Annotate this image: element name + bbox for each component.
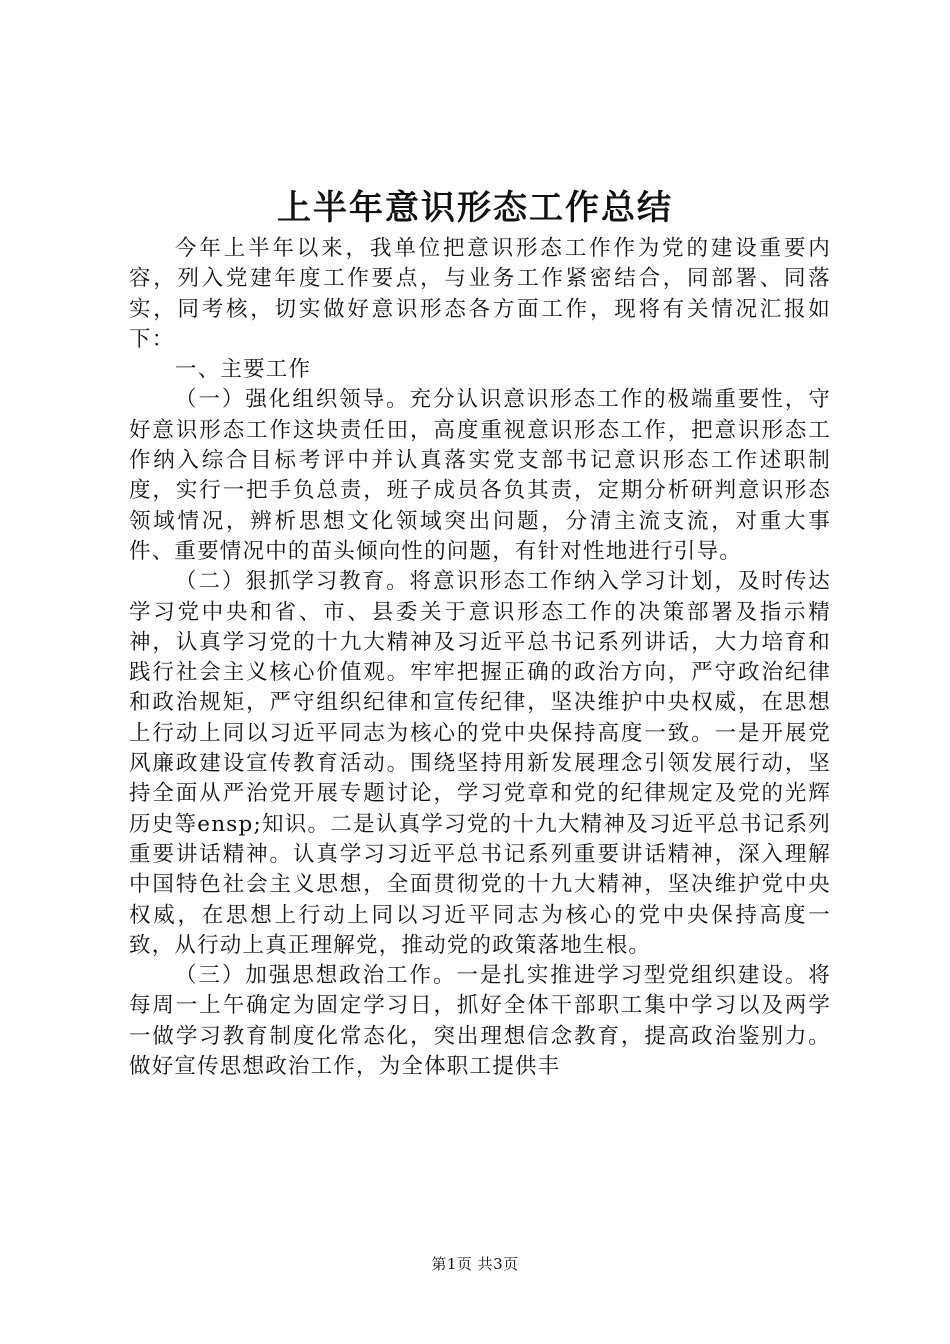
paragraph-ideological-political-work: （三）加强思想政治工作。一是扎实推进学习型党组织建设。将每周一上午确定为固定学习日，抓好全体干部职工集中学习以及两学一做学习教育制度化常态化，突出理想信念教育，提高政治鉴别力。做好宣传思想政治工作，为全体职工提供丰 [129, 963, 831, 1080]
paragraph-study-education: （二）狠抓学习教育。将意识形态工作纳入学习计划，及时传达学习党中央和省、市、县委关于意识形态工作的决策部署及指示精神，认真学习党的十九大精神及习近平总书记系列讲话，大力培育和践行社会主义核心价值观。牢牢把握正确的政治方向，严守政治纪律和政治规矩，严守组织纪律和宣传纪律，坚决维护中央权威，在思想上行动上同以习近平同志为核心的党中央保持高度一致。一是开展党风廉政建设宣传教育活动。围绕坚持用新发展理念引领发展行动，坚持全面从严治党开展专题讨论，学习党章和党的纪律规定及党的光辉历史等ensp;知识。二是认真学习党的十九大精神及习近平总书记系列重要讲话精神。认真学习习近平总书记系列重要讲话精神，深入理解中国特色社会主义思想，全面贯彻党的十九大精神，坚决维护党中央权威，在思想上行动上同以习近平同志为核心的党中央保持高度一致，从行动上真正理解党，推动党的政策落地生根。 [129, 569, 831, 958]
intro-paragraph: 今年上半年以来，我单位把意识形态工作作为党的建设重要内容，列入党建年度工作要点，与业务工作紧密结合，同部署、同落实，同考核，切实做好意识形态各方面工作，现将有关情况汇报如下： [129, 236, 831, 352]
section-heading-main-work: 一、主要工作 [175, 357, 312, 383]
document-body [129, 234, 831, 1082]
page-indicator: 第1页 共3页 [431, 1255, 519, 1273]
paragraph-organization-leadership: （一）强化组织领导。充分认识意识形态工作的极端重要性，守好意识形态工作这块责任田，高度重视意识形态工作，把意识形态工作纳入综合目标考评中并认真落实党支部书记意识形态工作述职制度，实行一把手负总责，班子成员各负其责，定期分析研判意识形态领域情况，辨析思想文化领域突出问题，分清主流支流，对重大事件、重要情况中的苗头倾向性的问题，有针对性地进行引导。 [129, 387, 831, 564]
document-title: 上半年意识形态工作总结 [277, 188, 673, 228]
